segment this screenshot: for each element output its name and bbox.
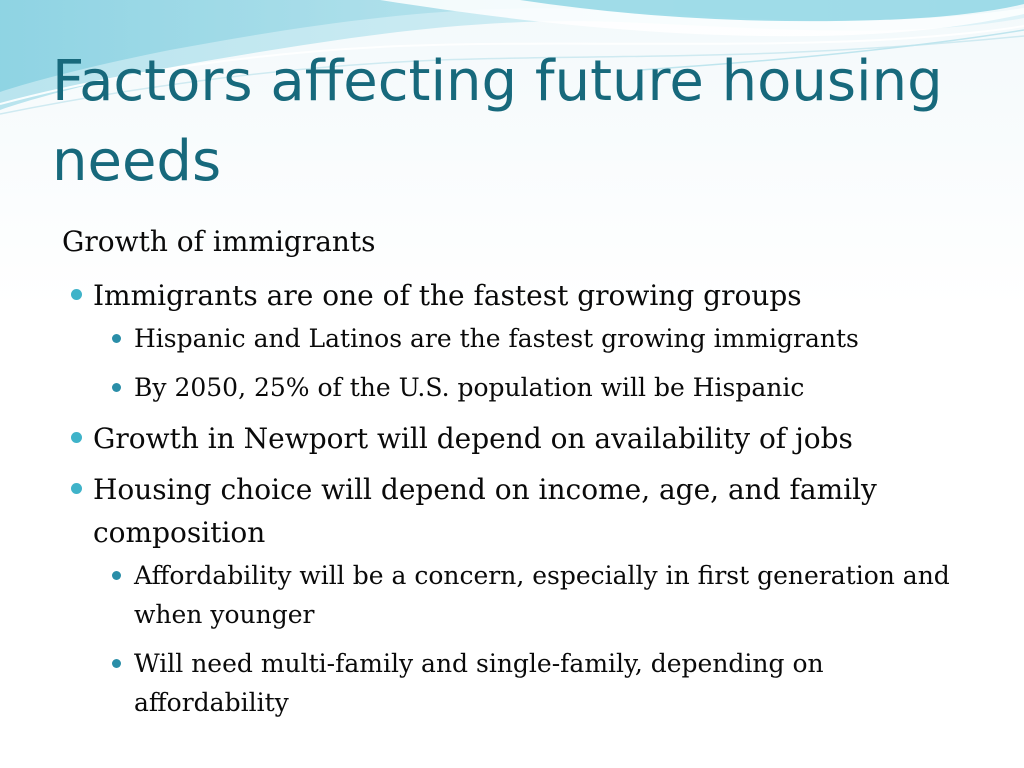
bullet-dot-icon bbox=[71, 483, 82, 494]
sub-bullet-text: Affordability will be a concern, especially in first generation and when younger bbox=[134, 561, 950, 629]
bullet-dot-icon bbox=[71, 289, 82, 300]
bullet-list bbox=[62, 274, 982, 722]
sub-bullet-dot-icon bbox=[112, 659, 121, 668]
sub-bullet-list bbox=[93, 319, 982, 407]
sub-bullet-dot-icon bbox=[112, 571, 121, 580]
bullet-text: Growth in Newport will depend on availability of jobs bbox=[93, 422, 853, 455]
sub-bullet-dot-icon bbox=[112, 383, 121, 392]
bullet-item bbox=[62, 417, 982, 460]
sub-bullet-text: Hispanic and Latinos are the fastest growing immigrants bbox=[134, 324, 859, 353]
intro-heading: Growth of immigrants bbox=[62, 225, 376, 258]
bullet-dot-icon bbox=[71, 432, 82, 443]
sub-bullet-list bbox=[93, 556, 982, 722]
slide-body bbox=[62, 222, 982, 732]
sub-bullet-item bbox=[93, 644, 982, 722]
sub-bullet-item bbox=[93, 319, 982, 358]
bullet-text: Immigrants are one of the fastest growing groups bbox=[93, 279, 802, 312]
bullet-text: Housing choice will depend on income, age, and family composition bbox=[93, 473, 877, 549]
sub-bullet-item bbox=[93, 368, 982, 407]
sub-bullet-text: By 2050, 25% of the U.S. population will be Hispanic bbox=[134, 373, 805, 402]
sub-bullet-text: Will need multi-family and single-family, depending on affordability bbox=[134, 649, 824, 717]
bullet-item bbox=[62, 274, 982, 407]
sub-bullet-item bbox=[93, 556, 982, 634]
slide-title: Factors affecting future housing needs bbox=[52, 49, 943, 194]
sub-bullet-dot-icon bbox=[112, 334, 121, 343]
bullet-item bbox=[62, 468, 982, 722]
